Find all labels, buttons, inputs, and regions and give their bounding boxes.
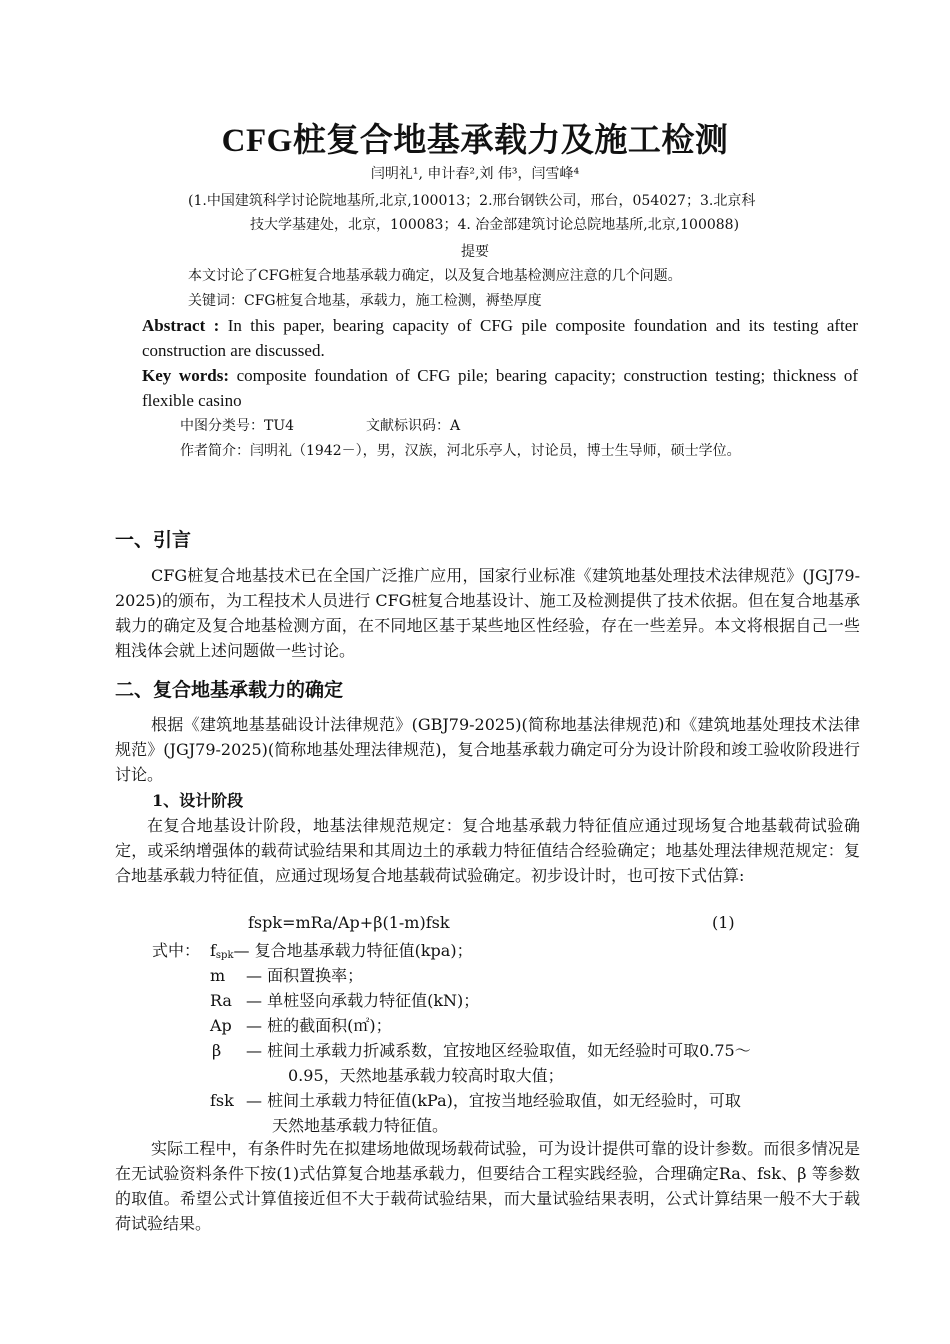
where-item-beta: [212, 1038, 751, 1061]
abstract-chinese: 本文讨论了CFG桩复合地基承载力确定，以及复合地基检测应注意的几个问题。: [188, 268, 682, 284]
where-item-beta-continued: 0.95，天然地基承载力较高时取大值；: [288, 1066, 564, 1085]
where-symbol: m: [210, 966, 226, 985]
abstract-english-label: Abstract :: [142, 316, 220, 335]
subsection-design-stage: 1、设计阶段: [152, 791, 244, 810]
where-description: — 单桩竖向承载力特征值(kN)；: [246, 991, 480, 1010]
where-symbol: Ra: [210, 991, 232, 1010]
where-symbol: fsk: [210, 1091, 234, 1110]
abstract-english: [142, 313, 858, 363]
abstract-english-text: In this paper, bearing capacity of CFG pile composite foundation and its testing after construction are discussed.: [142, 316, 858, 360]
document-code: 文献标识码：A: [366, 418, 461, 434]
section-2-paragraph-3: 实际工程中，有条件时先在拟建场地做现场载荷试验，可为设计提供可靠的设计参数。而很多情况是在无试验资料条件下按(1)式估算复合地基承载力，但要结合工程实践经验，合理确定Ra、fsk、β 等参数的取值。希望公式计算值接近但不大于载荷试验结果，而大量试验结果表明，公式计算结果一般不大于载荷试验结果。: [115, 1139, 860, 1233]
section-2-paragraph-2: 在复合地基设计阶段，地基法律规范规定：复合地基承载力特征值应通过现场复合地基载荷试验确定，或采纳增强体的载荷试验结果和其周边土的承载力特征值结合经验确定；地基处理法律规范规定：复合地基承载力特征值，应通过现场复合地基载荷试验确定。初步设计时，也可按下式估算:: [115, 816, 860, 885]
where-symbol: Ap: [210, 1016, 232, 1035]
affiliation-line-2: 技大学基建处，北京，100083；4. 冶金部建筑讨论总院地基所,北京,100088): [250, 217, 740, 233]
author-bio: 作者简介：闫明礼（1942－），男，汉族，河北乐亭人，讨论员，博士生导师，硕士学位。: [180, 443, 741, 459]
where-item-fsk-continued: 天然地基承载力特征值。: [272, 1116, 449, 1135]
keywords-english: [142, 363, 858, 413]
section-2-heading: 二、复合地基承载力的确定: [115, 679, 344, 701]
where-item-ra: [210, 988, 479, 1011]
classification-line: [180, 415, 460, 435]
where-description: — 桩间土承载力折减系数，宜按地区经验取值，如无经验时可取0.75～: [246, 1041, 751, 1060]
affiliation-line-1: (1.中国建筑科学讨论院地基所,北京,100013；2.邢台钢铁公司，邢台，054027；3.北京科: [188, 193, 756, 209]
clc-number: 中图分类号：TU4: [180, 418, 295, 434]
where-description: — 复合地基承载力特征值(kpa)；: [233, 941, 473, 960]
keywords-english-label: Key words:: [142, 366, 229, 385]
keywords-chinese: 关键词：CFG桩复合地基，承载力，施工检测，褥垫厚度: [188, 293, 542, 309]
formula-1: fspk=mRa/Ap+β(1-m)fsk: [248, 913, 450, 932]
where-description: — 桩的截面积(㎡)；: [246, 1016, 392, 1035]
where-item-fspk: [210, 938, 473, 961]
where-description: — 桩间土承载力特征值(kPa)，宜按当地经验取值，如无经验时，可取: [246, 1091, 741, 1110]
where-item-fsk: [210, 1088, 741, 1111]
section-2-paragraph: 根据《建筑地基基础设计法律规范》(GBJ79-2025)(简称地基法律规范)和《建筑地基处理技术法律规范》(JGJ79-2025)(简称地基处理法律规范)，复合地基承载力确定可分为设计阶段和竣工验收阶段进行讨论。: [115, 715, 860, 784]
where-label: 式中：: [152, 941, 201, 960]
where-symbol: f: [210, 941, 216, 960]
where-symbol: β: [212, 1041, 222, 1060]
where-symbol-subscript: spk: [215, 950, 234, 961]
where-item-m: [210, 963, 363, 986]
section-1-paragraph: CFG桩复合地基技术已在全国广泛推广应用，国家行业标准《建筑地基处理技术法律规范》(JGJ79-2025)的颁布，为工程技术人员进行 CFG桩复合地基设计、施工及检测提供了技术依据。但在复合地基承载力的确定及复合地基检测方面，在不同地区基于某些地区性经验，存在一些差异。本文将根据自己一些粗浅体会就上述问题做一些讨论。: [115, 566, 860, 660]
where-item-ap: [210, 1013, 392, 1036]
formula-number: (1): [712, 913, 735, 932]
keywords-english-text: composite foundation of CFG pile; bearing capacity; construction testing; thickness of flexible casino: [142, 366, 858, 410]
author-list: 闫明礼¹, 申计春²,刘 伟³，闫雪峰⁴: [370, 166, 580, 182]
abstract-heading: 提要: [461, 244, 489, 260]
section-1-heading: 一、引言: [115, 529, 192, 551]
where-description: — 面积置换率；: [246, 966, 364, 985]
paper-title: CFG桩复合地基承载力及施工检测: [221, 123, 729, 159]
